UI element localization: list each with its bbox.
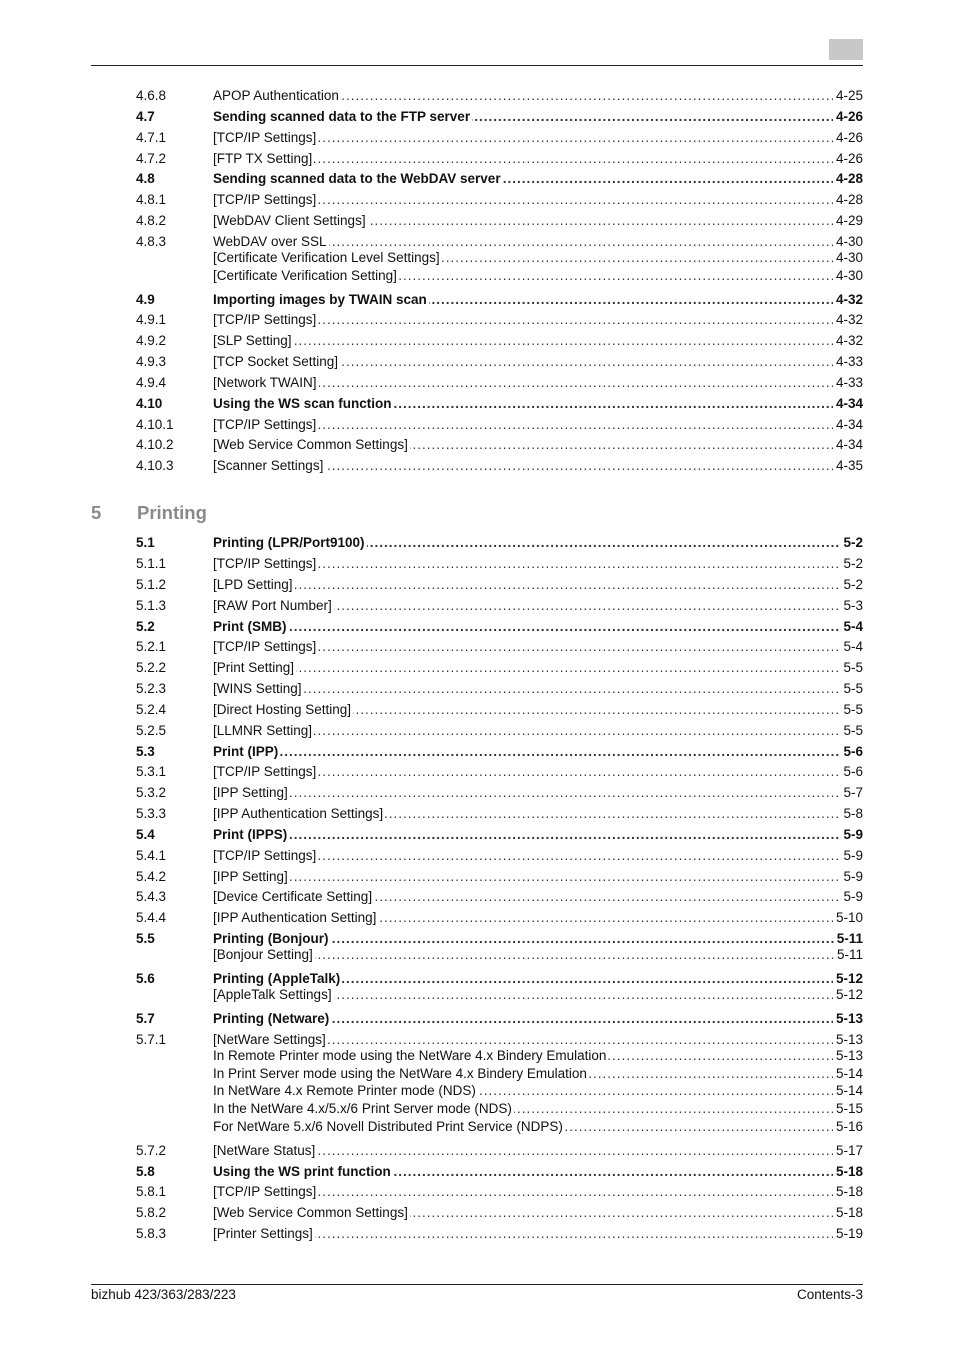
toc-entry[interactable]	[136, 701, 863, 719]
toc-entry[interactable]	[136, 1163, 863, 1181]
toc-entry[interactable]	[136, 332, 863, 350]
toc-entry-page: 5-5	[840, 701, 863, 719]
toc-entry-number: 5.4.2	[136, 869, 167, 884]
toc-entry-title: [NetWare Status]	[213, 1143, 316, 1158]
toc-entry-page: 5-19	[833, 1225, 863, 1243]
toc-entry-number: 5.1.2	[136, 577, 167, 592]
toc-entry-leader	[213, 416, 863, 434]
toc-entry[interactable]	[136, 1183, 863, 1201]
toc-entry-leader	[213, 534, 863, 552]
toc-entry-leader	[213, 1118, 863, 1136]
toc-entry-title: Printing (Netware)	[213, 1011, 330, 1026]
toc-entry-page: 5-2	[840, 534, 863, 552]
toc-entry-title: Printing (LPR/Port9100)	[213, 535, 365, 550]
toc-entry-page: 5-18	[833, 1183, 863, 1201]
toc-entry-leader	[213, 212, 863, 230]
toc-entry-number: 4.10	[136, 396, 163, 411]
toc-entry[interactable]	[136, 1204, 863, 1222]
toc-entry-page: 5-6	[840, 763, 863, 781]
toc-entry-leader	[213, 1225, 863, 1243]
toc-entry-title: [Certificate Verification Setting]	[213, 268, 397, 283]
toc-entry-title: [SLP Setting]	[213, 333, 292, 348]
toc-entry-title: Sending scanned data to the WebDAV server	[213, 171, 501, 186]
toc-entry-number: 4.9.4	[136, 375, 167, 390]
toc-entry-leader	[213, 1082, 863, 1100]
toc-entry-page: 4-29	[833, 212, 863, 230]
toc-entry-title: Print (IPP)	[213, 744, 279, 759]
toc-entry-leader	[213, 108, 863, 126]
toc-entry-number: 5.2.4	[136, 702, 167, 717]
toc-entry-title: [RAW Port Number]	[213, 598, 332, 613]
toc-entry-number: 5.8.1	[136, 1184, 167, 1199]
toc-entry[interactable]	[136, 249, 863, 267]
toc-entry[interactable]	[136, 1142, 863, 1160]
toc-entry-page: 5-18	[833, 1204, 863, 1222]
toc-entry-page: 4-28	[833, 170, 863, 188]
toc-entry-leader	[213, 701, 863, 719]
toc-entry-leader	[213, 395, 863, 413]
toc-entry[interactable]	[136, 108, 863, 126]
toc-entry-page: 5-5	[840, 722, 863, 740]
toc-entry-page: 4-26	[833, 108, 863, 126]
toc-entry-title: Print (SMB)	[213, 619, 287, 634]
toc-entry-page: 5-13	[833, 1047, 863, 1065]
toc-entry-title: [LPD Setting]	[213, 577, 293, 592]
toc-entry-page: 5-8	[840, 805, 863, 823]
toc-entry-page: 5-16	[833, 1118, 863, 1136]
toc-entry-number: 5.2.3	[136, 681, 167, 696]
toc-entry-title: Sending scanned data to the FTP server	[213, 109, 471, 124]
toc-entry-page: 5-10	[833, 909, 863, 927]
toc-entry-leader	[213, 129, 863, 147]
toc-entry-page: 5-18	[833, 1163, 863, 1181]
toc-entry-leader	[213, 805, 863, 823]
toc-entry-number: 4.7	[136, 109, 155, 124]
toc-entry-page: 5-6	[840, 743, 863, 761]
chapter-number: 5	[91, 502, 102, 523]
toc-entry-title: [Certificate Verification Level Settings]	[213, 250, 440, 265]
toc-entry-page: 4-34	[833, 395, 863, 413]
toc-entry-number: 4.7.2	[136, 151, 167, 166]
toc-entry-page: 5-2	[840, 555, 863, 573]
toc-entry-leader	[213, 946, 863, 964]
toc-entry-leader	[213, 1204, 863, 1222]
toc-entry-title: [Network TWAIN]	[213, 375, 317, 390]
toc-entry-page: 5-9	[840, 826, 863, 844]
toc-entry-page: 4-26	[833, 129, 863, 147]
toc-entry-title: For NetWare 5.x/6 Novell Distributed Print Service (NDPS)	[213, 1119, 563, 1134]
toc-entry[interactable]	[136, 353, 863, 371]
toc-entry-leader	[213, 150, 863, 168]
toc-entry-leader	[213, 1065, 863, 1083]
toc-entry-number: 4.9.1	[136, 312, 167, 327]
toc-entry-number: 5.2.5	[136, 723, 167, 738]
toc-entry-page: 4-28	[833, 191, 863, 209]
toc-entry-title: Printing (AppleTalk)	[213, 971, 341, 986]
toc-entry-leader	[213, 1100, 863, 1118]
toc-entry-title: [TCP/IP Settings]	[213, 312, 317, 327]
toc-entry-title: [Web Service Common Settings]	[213, 1205, 408, 1220]
toc-entry-number: 5.3.3	[136, 806, 167, 821]
toc-entry[interactable]	[136, 534, 863, 552]
toc-entry[interactable]	[136, 784, 863, 802]
toc-entry-title: [TCP/IP Settings]	[213, 417, 317, 432]
toc-entry-page: 4-32	[833, 291, 863, 309]
toc-entry[interactable]	[136, 1118, 863, 1136]
toc-entry-title: [TCP Socket Setting]	[213, 354, 339, 369]
toc-entry-number: 4.8	[136, 171, 155, 186]
toc-entry[interactable]	[136, 555, 863, 573]
toc-entry-page: 5-13	[833, 1031, 863, 1049]
toc-entry[interactable]	[136, 868, 863, 886]
toc-entry-page: 4-32	[833, 332, 863, 350]
toc-entry[interactable]	[136, 267, 863, 285]
toc-entry[interactable]	[136, 1225, 863, 1243]
toc-entry-title: [TCP/IP Settings]	[213, 1184, 317, 1199]
toc-entry-title: [NetWare Settings]	[213, 1032, 326, 1047]
toc-entry[interactable]	[136, 1100, 863, 1118]
toc-entry-title: [Web Service Common Settings]	[213, 437, 408, 452]
toc-entry-title: [TCP/IP Settings]	[213, 848, 317, 863]
toc-entry-page: 5-9	[840, 868, 863, 886]
toc-entry-page: 4-33	[833, 353, 863, 371]
toc-entry-page: 5-12	[833, 986, 863, 1004]
toc-entry[interactable]	[136, 986, 863, 1004]
toc-entry-title: [TCP/IP Settings]	[213, 130, 317, 145]
toc-entry[interactable]	[136, 395, 863, 413]
toc-entry-leader	[213, 332, 863, 350]
toc-entry[interactable]	[136, 1065, 863, 1083]
toc-entry-number: 5.4.3	[136, 889, 167, 904]
toc-entry-number: 5.4.4	[136, 910, 167, 925]
toc-entry-page: 5-13	[833, 1010, 863, 1028]
toc-entry-number: 5.7	[136, 1011, 155, 1026]
toc-entry[interactable]	[136, 1010, 863, 1028]
toc-entry-leader	[213, 1047, 863, 1065]
toc-entry[interactable]	[136, 909, 863, 927]
toc-entry[interactable]	[136, 311, 863, 329]
toc-entry-number: 4.10.2	[136, 437, 174, 452]
toc-entry-page: 4-30	[833, 233, 863, 251]
toc-entry[interactable]	[136, 888, 863, 906]
page-corner-tab	[829, 39, 863, 60]
toc-entry-leader	[213, 555, 863, 573]
toc-entry-leader	[213, 1010, 863, 1028]
toc-entry-title: WebDAV over SSL	[213, 234, 327, 249]
toc-entry-number: 4.9.2	[136, 333, 167, 348]
toc-entry-page: 5-5	[840, 659, 863, 677]
toc-entry-leader	[213, 267, 863, 285]
header-rule	[91, 65, 863, 66]
toc-entry[interactable]	[136, 416, 863, 434]
toc-entry-number: 4.9.3	[136, 354, 167, 369]
toc-entry-page: 4-32	[833, 311, 863, 329]
toc-entry-title: [Printer Settings]	[213, 1226, 313, 1241]
toc-entry-number: 5.2.2	[136, 660, 167, 675]
toc-entry-page: 5-14	[833, 1082, 863, 1100]
toc-entry-leader	[213, 763, 863, 781]
toc-entry[interactable]	[136, 212, 863, 230]
toc-entry[interactable]	[136, 805, 863, 823]
toc-entry[interactable]	[136, 170, 863, 188]
toc-entry[interactable]	[136, 457, 863, 475]
toc-entry-page: 4-34	[833, 416, 863, 434]
toc-entry-number: 5.1	[136, 535, 155, 550]
toc-entry-leader	[213, 743, 863, 761]
toc-entry-leader	[213, 784, 863, 802]
toc-entry-number: 5.1.1	[136, 556, 167, 571]
toc-entry-leader	[213, 311, 863, 329]
toc-entry-number: 5.7.2	[136, 1143, 167, 1158]
toc-entry[interactable]	[136, 576, 863, 594]
chapter-title: Printing	[137, 502, 207, 523]
toc-entry[interactable]	[136, 722, 863, 740]
toc-entry[interactable]	[136, 191, 863, 209]
toc-entry-leader	[213, 722, 863, 740]
toc-entry-title: [IPP Setting]	[213, 785, 288, 800]
toc-entry-page: 5-4	[840, 618, 863, 636]
toc-entry-page: 5-17	[833, 1142, 863, 1160]
toc-entry-leader	[213, 826, 863, 844]
toc-entry-leader	[213, 618, 863, 636]
toc-entry-page: 4-25	[833, 87, 863, 105]
toc-entry-leader	[213, 170, 863, 188]
toc-entry-page: 4-33	[833, 374, 863, 392]
toc-entry-leader	[213, 374, 863, 392]
toc-entry[interactable]	[136, 680, 863, 698]
toc-entry-leader	[213, 87, 863, 105]
toc-entry[interactable]	[136, 1047, 863, 1065]
toc-entry-page: 5-11	[834, 930, 863, 948]
toc-entry[interactable]	[136, 374, 863, 392]
toc-entry-number: 5.1.3	[136, 598, 167, 613]
toc-entry-number: 4.7.1	[136, 130, 167, 145]
chapter-heading	[91, 502, 207, 524]
toc-entry-title: [Device Certificate Setting]	[213, 889, 373, 904]
toc-entry-number: 4.9	[136, 292, 155, 307]
toc-entry-page: 5-3	[840, 597, 863, 615]
toc-entry[interactable]	[136, 743, 863, 761]
toc-entry-number: 4.8.3	[136, 234, 167, 249]
toc-entry[interactable]	[136, 659, 863, 677]
toc-entry-number: 5.3	[136, 744, 155, 759]
toc-entry-number: 4.6.8	[136, 88, 167, 103]
toc-entry-page: 5-15	[833, 1100, 863, 1118]
toc-entry[interactable]	[136, 1082, 863, 1100]
toc-entry-leader	[213, 249, 863, 267]
toc-entry-page: 5-9	[840, 847, 863, 865]
toc-entry-leader	[213, 888, 863, 906]
toc-entry-leader	[213, 191, 863, 209]
toc-entry[interactable]	[136, 436, 863, 454]
footer-rule	[91, 1284, 863, 1285]
toc-entry-number: 5.2.1	[136, 639, 167, 654]
toc-entry-number: 5.4	[136, 827, 155, 842]
toc-entry-page: 4-35	[833, 457, 863, 475]
toc-entry-page: 4-30	[833, 267, 863, 285]
toc-entry-page: 5-2	[840, 576, 863, 594]
toc-entry-title: [IPP Setting]	[213, 869, 288, 884]
toc-entry-number: 5.6	[136, 971, 155, 986]
toc-entry-leader	[213, 680, 863, 698]
toc-entry-number: 5.8.3	[136, 1226, 167, 1241]
toc-entry-number: 5.3.1	[136, 764, 167, 779]
toc-entry-title: [TCP/IP Settings]	[213, 639, 317, 654]
toc-entry-title: Using the WS scan function	[213, 396, 392, 411]
toc-entry-page: 4-34	[833, 436, 863, 454]
toc-entry[interactable]	[136, 763, 863, 781]
toc-entry-leader	[213, 597, 863, 615]
toc-entry-title: Print (IPPS)	[213, 827, 288, 842]
toc-entry-leader	[213, 868, 863, 886]
toc-entry[interactable]	[136, 847, 863, 865]
toc-entry-page: 5-7	[840, 784, 863, 802]
toc-entry-title: Using the WS print function	[213, 1164, 391, 1179]
toc-entry[interactable]	[136, 129, 863, 147]
toc-entry-leader	[213, 986, 863, 1004]
toc-entry-leader	[213, 457, 863, 475]
toc-entry-title: [Direct Hosting Setting]	[213, 702, 352, 717]
toc-entry-title: [WINS Setting]	[213, 681, 302, 696]
toc-entry-title: [Print Setting]	[213, 660, 295, 675]
toc-entry-title: [IPP Authentication Setting]	[213, 910, 377, 925]
toc-entry[interactable]	[136, 618, 863, 636]
toc-entry-title: Importing images by TWAIN scan	[213, 292, 427, 307]
toc-entry-leader	[213, 847, 863, 865]
toc-entry-leader	[213, 576, 863, 594]
toc-entry-number: 5.8.2	[136, 1205, 167, 1220]
toc-entry-leader	[213, 353, 863, 371]
toc-entry-number: 4.10.1	[136, 417, 174, 432]
toc-entry-page: 5-5	[840, 680, 863, 698]
toc-entry-number: 5.2	[136, 619, 155, 634]
toc-entry-title: [FTP TX Setting]	[213, 151, 313, 166]
footer-page-number: Contents-3	[796, 1287, 863, 1302]
toc-entry-leader	[213, 659, 863, 677]
toc-entry[interactable]	[136, 826, 863, 844]
toc-entry-title: [LLMNR Setting]	[213, 723, 313, 738]
toc-entry-title: APOP Authentication	[213, 88, 339, 103]
toc-entry-page: 5-4	[840, 638, 863, 656]
toc-entry[interactable]	[136, 638, 863, 656]
toc-entry-title: [TCP/IP Settings]	[213, 556, 317, 571]
toc-entry-number: 4.10.3	[136, 458, 174, 473]
toc-entry-page: 5-9	[840, 888, 863, 906]
toc-entry-page: 4-30	[833, 249, 863, 267]
toc-entry-page: 5-11	[834, 946, 863, 964]
toc-entry-title: [WebDAV Client Settings]	[213, 213, 366, 228]
toc-entry-leader	[213, 909, 863, 927]
toc-entry-title: Printing (Bonjour)	[213, 931, 329, 946]
toc-entry-page: 5-14	[833, 1065, 863, 1083]
toc-entry-page: 5-12	[833, 970, 863, 988]
toc-entry-title: [TCP/IP Settings]	[213, 192, 317, 207]
toc-entry[interactable]	[136, 150, 863, 168]
toc-entry-number: 4.8.1	[136, 192, 167, 207]
toc-entry[interactable]	[136, 291, 863, 309]
toc-entry-number: 5.7.1	[136, 1032, 167, 1047]
toc-entry[interactable]	[136, 87, 863, 105]
toc-entry-page: 4-26	[833, 150, 863, 168]
toc-entry-number: 5.4.1	[136, 848, 167, 863]
toc-entry-number: 5.5	[136, 931, 155, 946]
toc-entry-title: [Bonjour Setting]	[213, 947, 313, 962]
toc-entry-title: [IPP Authentication Settings]	[213, 806, 384, 821]
toc-entry-title: In NetWare 4.x Remote Printer mode (NDS)	[213, 1083, 476, 1098]
toc-entry-leader	[213, 1163, 863, 1181]
toc-entry-title: In the NetWare 4.x/5.x/6 Print Server mode (NDS)	[213, 1101, 512, 1116]
toc-entry-title: In Print Server mode using the NetWare 4.x Bindery Emulation	[213, 1066, 587, 1081]
toc-entry-title: [TCP/IP Settings]	[213, 764, 317, 779]
toc-entry[interactable]	[136, 597, 863, 615]
toc-entry-leader	[213, 436, 863, 454]
toc-entry-title: In Remote Printer mode using the NetWare 4.x Bindery Emulation	[213, 1048, 607, 1063]
toc-entry-leader	[213, 1183, 863, 1201]
footer-product-name: bizhub 423/363/283/223	[91, 1287, 236, 1302]
toc-entry[interactable]	[136, 946, 863, 964]
toc-entry-title: [AppleTalk Settings]	[213, 987, 332, 1002]
toc-entry-leader	[213, 638, 863, 656]
toc-entry-number: 5.8	[136, 1164, 155, 1179]
toc-entry-title: [Scanner Settings]	[213, 458, 324, 473]
toc-entry-number: 4.8.2	[136, 213, 167, 228]
toc-entry-leader	[213, 291, 863, 309]
toc-entry-number: 5.3.2	[136, 785, 167, 800]
toc-entry-leader	[213, 1142, 863, 1160]
